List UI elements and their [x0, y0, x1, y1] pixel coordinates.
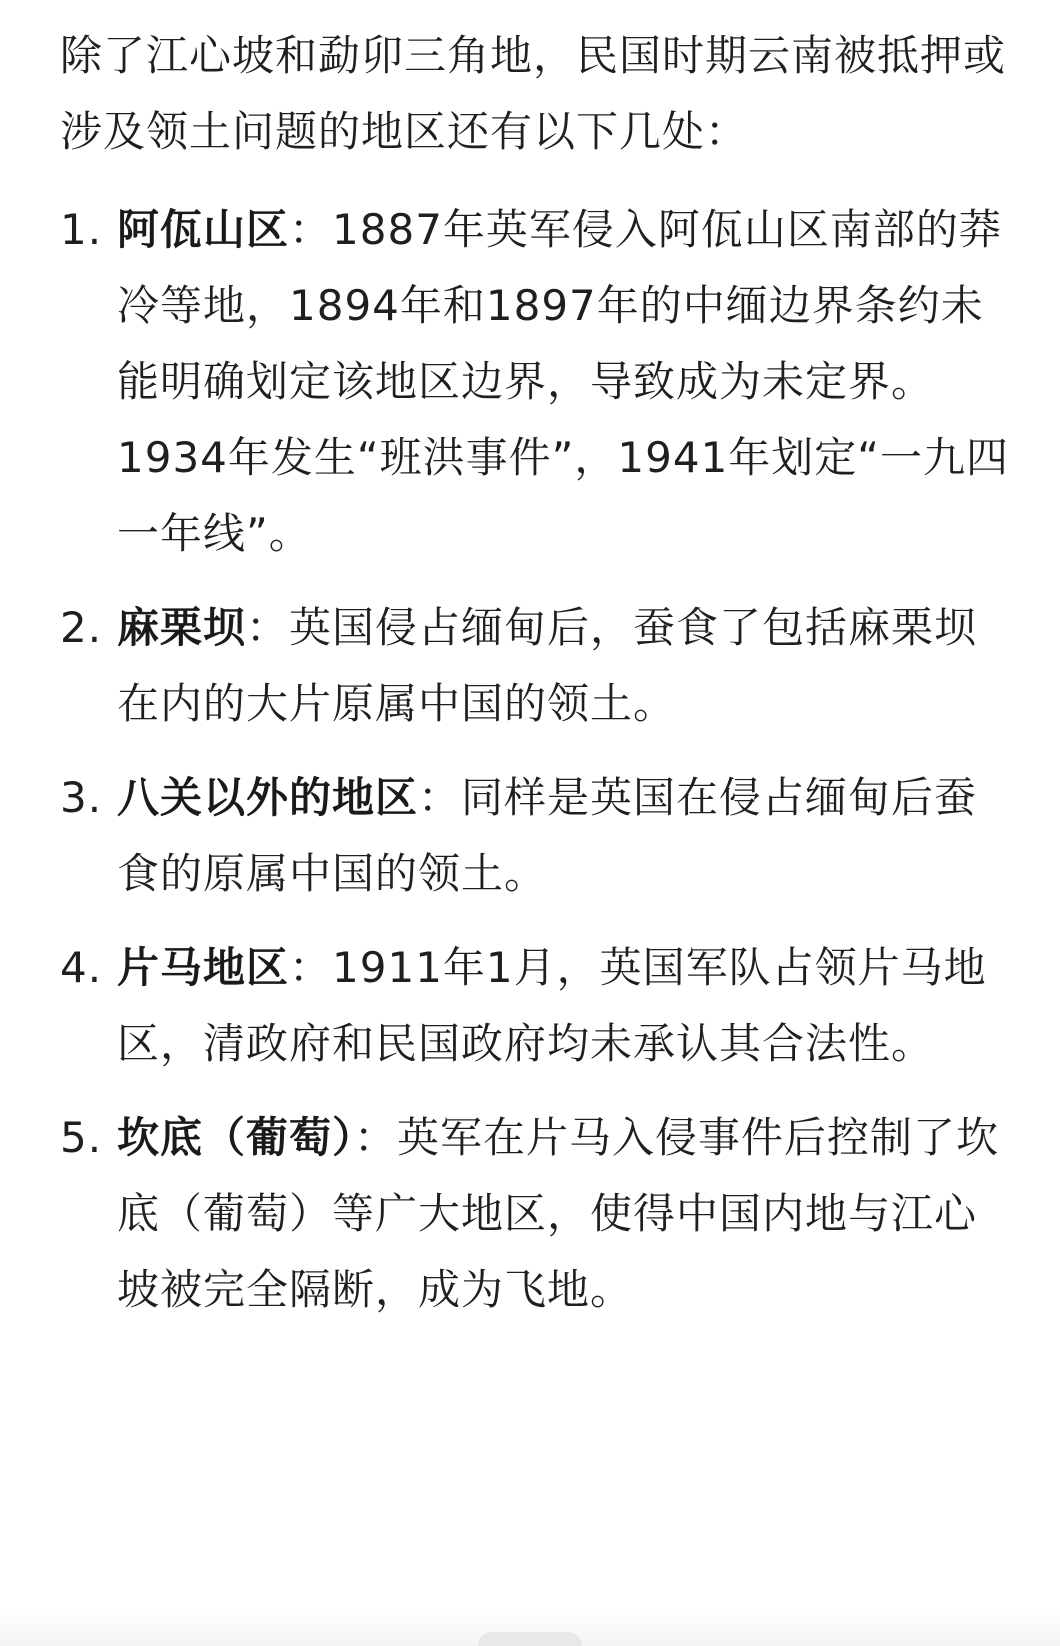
list-item — [60, 760, 1010, 912]
item-description: 同样是英国在侵占缅甸后蚕食的原属中国的领土。 — [117, 773, 978, 898]
item-number: 3. — [60, 773, 103, 822]
item-separator: ： — [418, 773, 462, 822]
region-list — [60, 192, 1010, 1328]
item-description: 1887年英军侵入阿佤山区南部的莽冷等地，1894年和1897年的中缅边界条约未能明确划定该地区边界，导致成为未定界。1934年发生“班洪事件”，1941年划定“一九四一年线”。 — [117, 205, 1010, 558]
list-item — [60, 1100, 1010, 1328]
item-description: 英军在片马入侵事件后控制了坎底（葡萄）等广大地区，使得中国内地与江心坡被完全隔断，成为飞地。 — [117, 1113, 1000, 1314]
list-item — [60, 930, 1010, 1082]
scroll-handle[interactable] — [478, 1632, 582, 1646]
item-separator: ： — [289, 943, 333, 992]
item-description: 1911年1月，英国军队占领片马地区，清政府和民国政府均未承认其合法性。 — [117, 943, 987, 1068]
item-number: 5. — [60, 1113, 103, 1162]
item-separator: ： — [354, 1113, 398, 1162]
list-item — [60, 590, 1010, 742]
item-term: 八关以外的地区 — [117, 773, 419, 822]
item-separator: ： — [246, 603, 290, 652]
item-number: 2. — [60, 603, 103, 652]
answer-content — [60, 18, 1010, 1346]
intro-paragraph: 除了江心坡和勐卯三角地，民国时期云南被抵押或涉及领土问题的地区还有以下几处： — [60, 31, 1007, 156]
item-term: 坎底（葡萄） — [117, 1113, 355, 1162]
item-term: 片马地区 — [117, 943, 290, 992]
item-description: 英国侵占缅甸后，蚕食了包括麻栗坝在内的大片原属中国的领土。 — [117, 603, 978, 728]
item-number: 1. — [60, 205, 103, 254]
item-number: 4. — [60, 943, 103, 992]
list-item — [60, 192, 1010, 572]
item-term: 麻栗坝 — [117, 603, 247, 652]
item-separator: ： — [289, 205, 333, 254]
item-term: 阿佤山区 — [117, 205, 290, 254]
